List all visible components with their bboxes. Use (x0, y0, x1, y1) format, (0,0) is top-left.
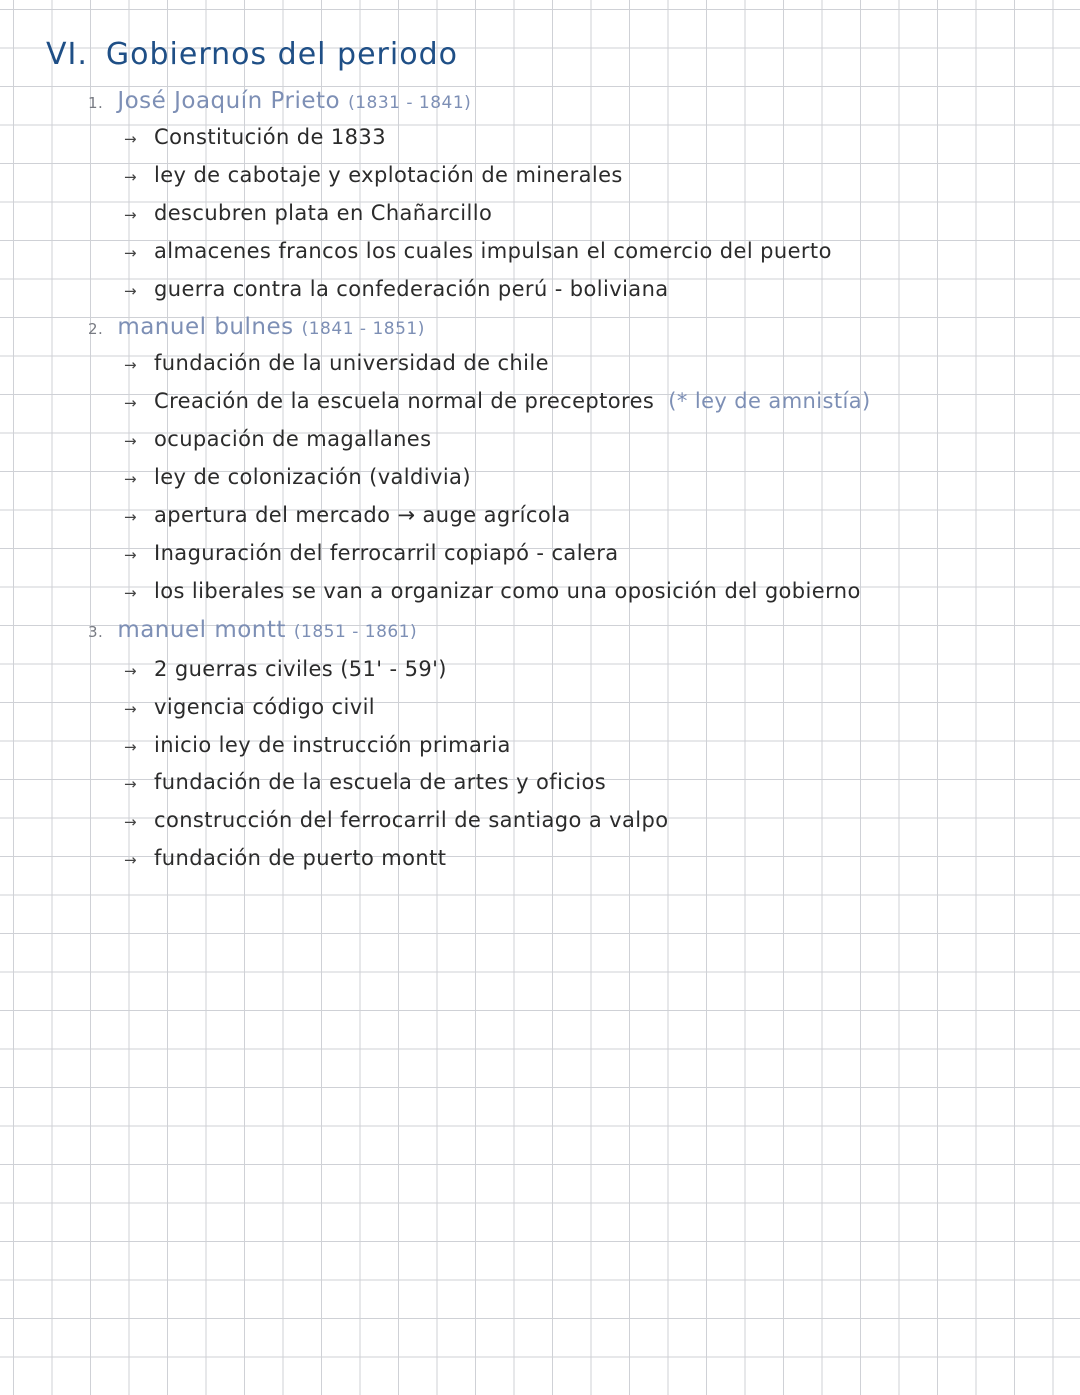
government-index: 3. (88, 623, 104, 641)
list-item (124, 241, 832, 262)
list-item (124, 505, 571, 526)
arrow-icon: → (124, 432, 137, 450)
arrow-icon: → (124, 130, 137, 148)
list-item (124, 581, 861, 602)
item-text: almacenes francos los cuales impulsan el comercio del puerto (154, 239, 832, 263)
item-text: Inaguración del ferrocarril copiapó - calera (154, 541, 619, 565)
arrow-icon: → (124, 851, 137, 869)
list-item (124, 697, 375, 718)
list-item (124, 353, 549, 374)
government-name: manuel bulnes (117, 314, 294, 340)
government-3-heading (88, 619, 417, 642)
government-years: (1851 - 1861) (293, 622, 418, 642)
list-item (124, 203, 492, 224)
government-index: 1. (88, 94, 104, 112)
item-text: fundación de la escuela de artes y oficios (154, 770, 607, 794)
arrow-icon: → (124, 813, 137, 831)
list-item (124, 543, 619, 564)
list-item (124, 772, 606, 793)
government-2-heading (88, 316, 425, 339)
item-text: 2 guerras civiles (51' - 59') (154, 657, 447, 681)
section-title: Gobiernos del periodo (105, 37, 458, 72)
arrow-icon: → (124, 282, 137, 300)
arrow-icon: → (124, 738, 137, 756)
item-text: Constitución de 1833 (154, 125, 386, 149)
list-item (124, 735, 511, 756)
arrow-icon: → (124, 470, 137, 488)
list-item (124, 467, 471, 488)
amnesty-note: (* ley de amnistía) (668, 389, 871, 413)
item-text: descubren plata en Chañarcillo (154, 201, 493, 225)
arrow-icon: → (124, 394, 137, 412)
arrow-icon: → (124, 168, 137, 186)
list-item (124, 165, 623, 186)
arrow-icon: → (124, 244, 137, 262)
item-text: fundación de la universidad de chile (154, 351, 549, 375)
section-number: VI. (46, 37, 88, 72)
list-item (124, 127, 386, 148)
list-item (124, 659, 447, 680)
item-text: los liberales se van a organizar como una oposición del gobierno (154, 579, 861, 603)
item-text: ley de cabotaje y explotación de minerales (154, 163, 623, 187)
item-text: Creación de la escuela normal de preceptores (154, 389, 655, 413)
arrow-icon: → (124, 662, 137, 680)
government-name: José Joaquín Prieto (117, 88, 341, 114)
government-1-heading (88, 90, 471, 113)
item-text: vigencia código civil (154, 695, 376, 719)
list-item (124, 848, 446, 869)
item-text: ley de colonización (valdivia) (154, 465, 471, 489)
list-item (124, 279, 669, 300)
government-name: manuel montt (117, 617, 286, 643)
item-text: apertura del mercado → auge agrícola (154, 503, 571, 527)
item-text: construcción del ferrocarril de santiago a valpo (154, 808, 669, 832)
arrow-icon: → (124, 546, 137, 564)
item-text: guerra contra la confederación perú - boliviana (154, 277, 669, 301)
arrow-icon: → (124, 584, 137, 602)
government-years: (1841 - 1851) (301, 319, 425, 339)
arrow-icon: → (124, 508, 137, 526)
government-years: (1831 - 1841) (348, 93, 472, 113)
arrow-icon: → (124, 700, 137, 718)
list-item (124, 810, 668, 831)
item-text: fundación de puerto montt (154, 846, 447, 870)
arrow-icon: → (124, 775, 137, 793)
item-text: ocupación de magallanes (154, 427, 432, 451)
list-item (124, 429, 431, 450)
government-index: 2. (88, 320, 104, 338)
arrow-icon: → (124, 356, 137, 374)
arrow-icon: → (124, 206, 137, 224)
list-item (124, 391, 871, 412)
section-heading (46, 37, 458, 72)
item-text: inicio ley de instrucción primaria (154, 733, 511, 757)
